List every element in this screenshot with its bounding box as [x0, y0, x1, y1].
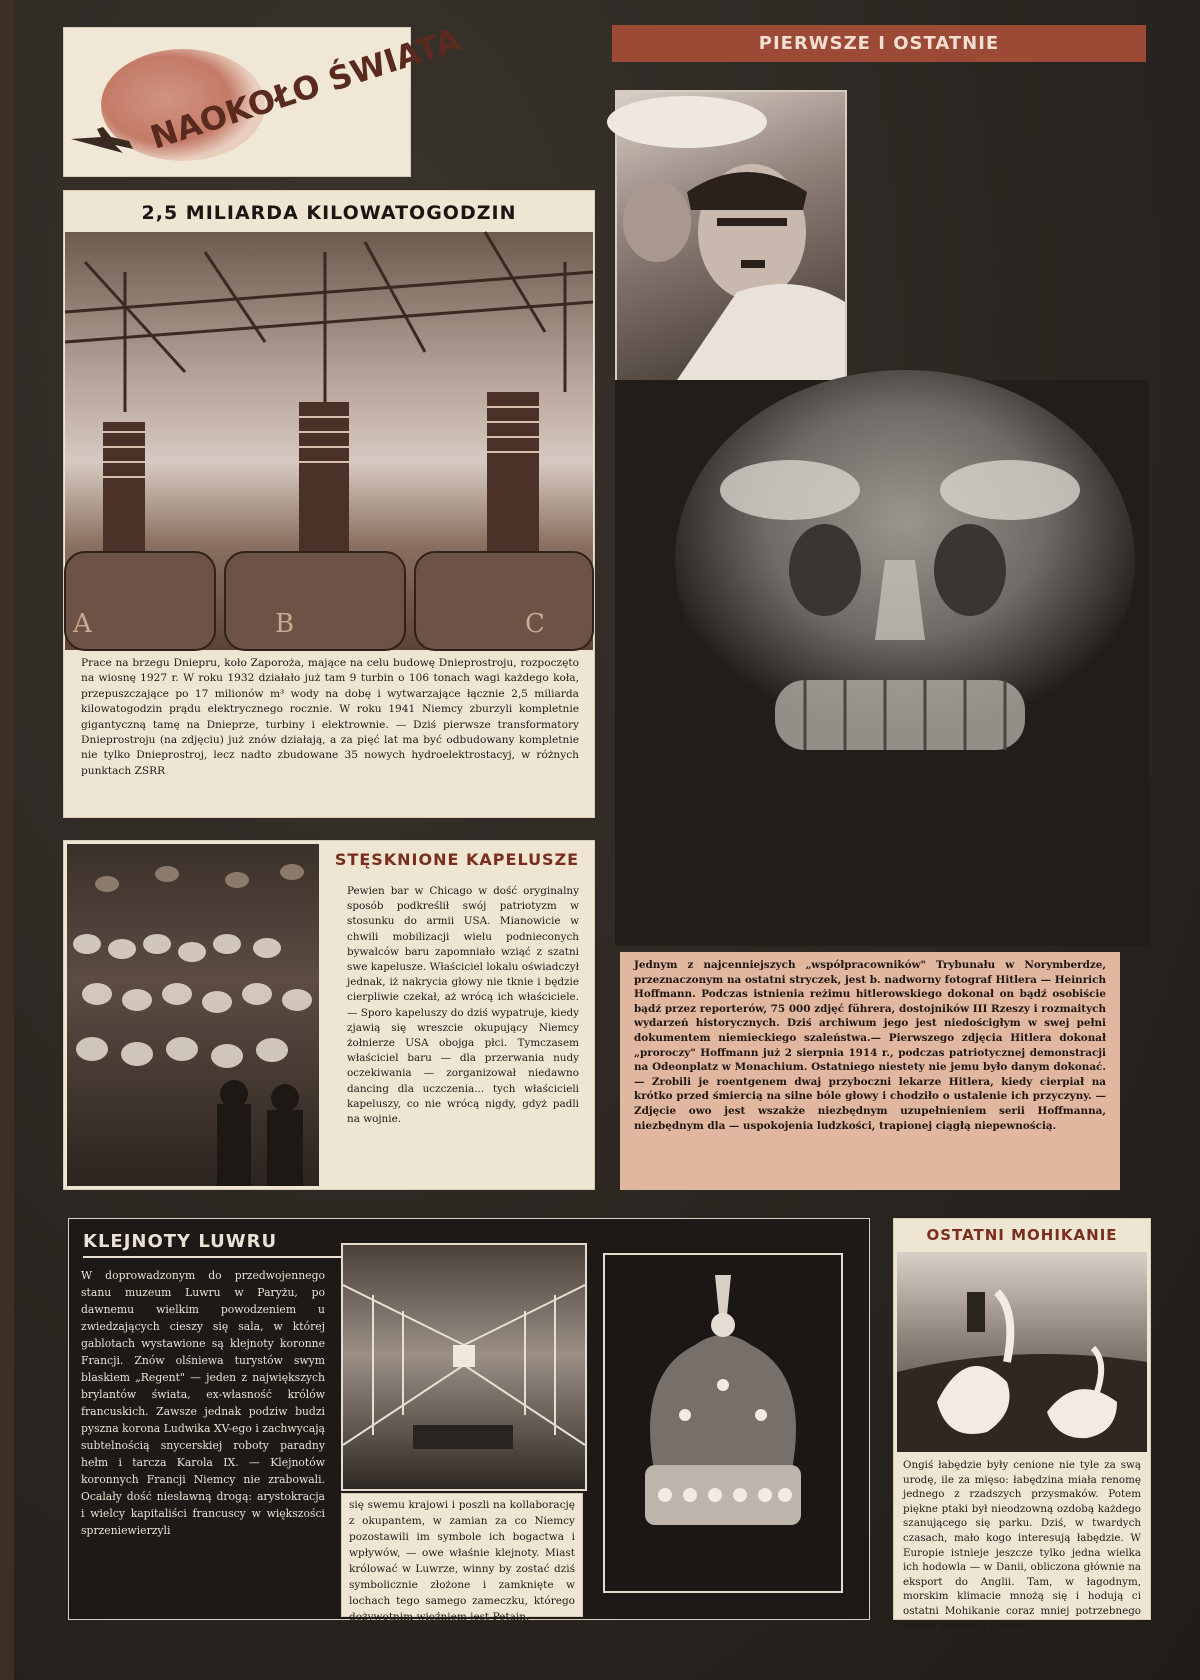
photo-letter-b: B — [275, 609, 295, 639]
swans-photo — [897, 1252, 1147, 1452]
hitler-article — [620, 952, 1120, 1190]
binding-strip — [0, 0, 14, 1680]
hats-photo — [67, 844, 319, 1186]
swans-article — [893, 1218, 1151, 1632]
swans-title: OSTATNI MOHIKANIE — [926, 1226, 1118, 1244]
louvre-title: KLEJNOTY LUWRU — [83, 1231, 343, 1258]
dnieper-title: 2,5 MILIARDA KILOWATOGODZIN — [141, 202, 517, 224]
logo-panel — [63, 20, 466, 177]
louvre-article — [68, 1218, 870, 1623]
louvre-text-right: się swemu krajowi i poszli na kollaborację z okupantem, w zamian za co Niemcy pozostawili im symbole ich bogactwa i wpływów, — owe właśnie klejnoty. Miast królować w Luwrze, winny by zostać dziś symbolicznie złożone i zamknięte w lochach tego samego zameczku, którego dożywotnim więźniem jest Petain. — [349, 1499, 575, 1623]
hats-title: STĘSKNIONE KAPELUSZE — [334, 850, 580, 869]
photo-letter-a: A — [73, 609, 92, 639]
logo-text: NAOKOŁO ŚWIATA — [145, 20, 466, 157]
skull-xray-photo — [615, 380, 1149, 946]
crown-photo — [603, 1253, 843, 1593]
hats-article — [63, 840, 595, 1190]
louvre-text-right-box — [341, 1493, 583, 1623]
transformer-photo — [65, 232, 593, 650]
logo-graphic — [63, 20, 466, 177]
dnieper-text: Prace na brzegu Dniepru, koło Zaporoża, mające na celu budowę Dnieprostroju, rozpoczęto na wiosnę 1927 r. W roku 1932 działało już tam 9 turbin o 106 tonach wagi każdego koła, przepuszczające po 17 milionów m³ wody na dobę i wytwarzające łącznie 2,5 miliarda kilowatogodzin prądu elektrycznego rocznie. W roku 1941 Niemcy zburzyli kompletnie gigantyczną tamę na Dnieprze, turbiny i elektrownie. — Dziś pierwsze transformatory Dnieprostroju (na zdjęciu) już znów działają, a za pięć lat ma być odbudowany kompletnie nie tylko Dnieprostroj, lecz nadto zbudowane 35 nowych hydroelektrostacyj, w różnych punktach ZSRR — [81, 657, 579, 777]
hitler-text: Jednym z najcenniejszych „współpracowników" Trybunału w Norymberdze, przeznaczonym na ostatni stryczek, jest b. nadworny fotograf Hitlera — Heinrich Hoffmann. Podczas istnienia reżimu hitlerowskiego dokonał on bądź osobiście bądź przez reporterów, 75 000 zdjęć führera, dostojników III Rzeszy i rozmaitych wydarzeń historycznych. Dziś archiwum jego jest niedościgłym w swej pełni dokumentem niemieckiego szaleństwa.— Pierwszego zdjęcia Hitlera dokonał „proroczy" Hoffmann już 2 sierpnia 1914 r., podczas patriotycznej demonstracji na Odeonplatz w Monachium. Ostatniego niestety nie jemu było danym dokonać. — Zrobili je roentgenem dwaj przyboczni lekarze Hitlera, kiedy cierpiał na krótko przed śmiercią na silne bóle głowy i chodziło o ustalenie ich przyczyny. — Zdjęcie owo jest wszakże niezbędnym uzupełnieniem serii Hoffmanna, niezbędnym dla — uspokojenia ludzkości, trapionej ciągłą niepewnością. — [634, 959, 1106, 1132]
louvre-gallery-photo — [341, 1243, 587, 1491]
dnieper-article — [63, 190, 595, 818]
hitler-header — [612, 25, 1146, 62]
hitler-header-title: PIERWSZE I OSTATNIE — [758, 33, 1000, 54]
louvre-text-left: W doprowadzonym do przedwojennego stanu muzeum Luwru w Paryżu, po dawnemu wielkim powodzeniem u zwiedzających cieszy się sala, w której gablotach wystawione są klejnoty koronne Francji. Znów olśniewa turystów swym blaskiem „Regent" — jeden z największych brylantów świata, ex-własność królów francuskich. Zawsze jednak podziw budzi pyszna korona Ludwika XV-ego i zachwycają subtelnością snycerskiej roboty paradny hełm i tarcza Karola IX. — Klejnotów koronnych Francji Niemcy nie zrabowali. Ocalały dość niesławną drogą: arystokracja i wielcy kapitaliści francuscy w większości sprzeniewierzyli — [81, 1269, 325, 1537]
hitler-portrait-photo — [615, 90, 847, 382]
photo-letter-c: C — [525, 609, 545, 639]
hats-text: Pewien bar w Chicago w dość oryginalny sposób podkreślił swój patriotyzm w stosunku do armii USA. Mianowicie w chwili mobilizacji wielu podnieconych bywalców baru zapomniało wziąć z szatni swe kapelusze. Właściciel lokalu oświadczył jednak, iż nakrycia głowy nie tknie i będzie cierpliwie czekał, aż wrócą ich właściciele. — Sporo kapeluszy do dziś wypatruje, kiedy zjawią się wreszcie okupujący Niemcy żołnierze USA obojga płci. Tymczasem właściciel baru — dla przerwania nudy oczekiwania — zorganizował niedawno dancing dla uczczenia... tych właścicieli kapeluszy, co nie wrócą nigdy, gdyż padli na wojnie. — [347, 885, 579, 1126]
swans-text: Ongiś łabędzie były cenione nie tyle za swą urodę, ile za mięso: łabędzina miała renomę jednego z rzadszych przysmaków. Potem piękne ptaki był nieodzowną ozdobą każdego szanującego się parku. Dziś, w twardych czasach, mało kogo interesują łabędzie. W Europie istnieje jeszcze tylko jedna wielka ich hodowla — w Danii, obliczona głównie na eksport do Anglii. Tam, w łagodnym, morskim klimacie mnożą się i hodują ci ostatni Mohikanie coraz mniej potrzebnego światu naszemu piękna — [903, 1459, 1141, 1632]
